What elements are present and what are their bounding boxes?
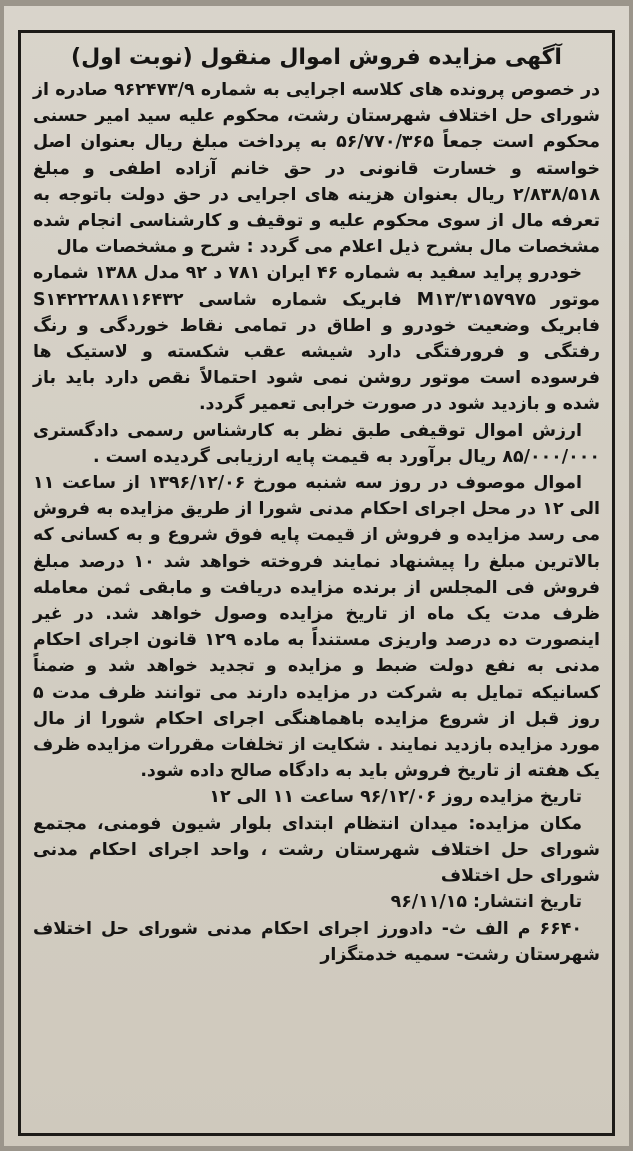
paragraph-valuation: ارزش اموال توقیفی طبق نظر به کارشناس رسمی دادگستری ۸۵/۰۰۰/۰۰۰ ریال برآورد به قیمت پایه ارزیابی گردیده است . [33, 420, 600, 467]
paragraph-vehicle-specs: خودرو پراید سفید به شماره ۴۶ ایران ۷۸۱ د ۹۲ مدل ۱۳۸۸ شماره موتور M۱۳/۳۱۵۷۹۷۵ فابریک شماره شاسی S۱۴۲۲۲۸۸۱۱۶۴۳۲ فابریک وضعیت خودرو و اطاق در تمامی نقاط خوردگی و رنگ رفتگی و فرورفتگی دارد شیشه عقب شکسته و لاستیک ها فرسوده است موتور روشن نمی شود احتمالاً نقص دارد باید باز شده و بازدید شود در صورت خرابی تعمیر گردد. [33, 263, 601, 415]
paragraph-auction-terms: اموال موصوف در روز سه شنبه مورخ ۱۳۹۶/۱۲/۰۶ از ساعت ۱۱ الی ۱۲ در محل اجرای احکام مدنی شورا از طریق مزایده به فروش می رسد مزایده و فروش از قیمت پایه فوق شروع و به کسانی که بالاترین مبلغ را پیشنهاد نمایند فروخته خواهد شد ۱۰ درصد مبلغ فروش فی المجلس از برنده مزایده دریافت و مابقی ثمن معامله ظرف مدت یک ماه از تاریخ مزایده وصول خواهد شد. در غیر اینصورت ده درصد واریزی مستنداً به ماده ۱۲۹ قانون اجرای احکام مدنی به نفع دولت ضبط و مزایده و تجدید خواهد شد و ضمناً کسانیکه تمایل به شرکت در مزایده دارند می توانند ظرف مدت ۵ روز قبل از شروع مزایده باهماهنگی اجرای احکام شورا از مال مورد مزایده بازدید نمایند . شکایت از تخلفات مقررات مزایده ظرف یک هفته از تاریخ فروش باید به دادگاه صالح داده شود. [33, 473, 601, 782]
notice-frame [18, 30, 615, 1136]
paragraph-publish-date: تاریخ انتشار: ۹۶/۱۱/۱۵ [390, 892, 582, 913]
notice-title: آگهی مزایده فروش اموال منقول (نوبت اول) [71, 45, 562, 70]
notice-body [21, 33, 612, 974]
paragraph-auction-location: مکان مزایده: میدان انتظام ابتدای بلوار شیون فومنی، مجتمع شورای حل اختلاف شهرستان رشت ، واحد اجرای احکام مدنی شورای حل اختلاف [33, 813, 600, 887]
paragraph-auction-date: تاریخ مزایده روز ۹۶/۱۲/۰۶ ساعت ۱۱ الی ۱۲ [209, 787, 582, 808]
paragraph-case-details: در خصوص پرونده های کلاسه اجرایی به شماره ۹۶۲۴۷۳/۹ صادره از شورای حل اختلاف شهرستان رشت، محکوم علیه سید امیر حسنی محکوم است جمعاً ۵۶/۷۷۰/۳۶۵ به پرداخت مبلغ ریال بعنوان اصل خواسته و خسارت قانونی در حق خانم آزاده اطفی و مبلغ ۲/۸۳۸/۵۱۸ ریال بعنوان هزینه های اجرایی در حق دولت باتوجه به تعرفه مال از سوی محکوم علیه و توقیف و کارشناسی انجام شده مشخصات مال بشرح ذیل اعلام می گردد : شرح و مشخصات مال [33, 80, 601, 258]
paragraph-signature: ۶۶۴۰ م الف ث- دادورز اجرای احکام مدنی شورای حل اختلاف شهرستان رشت- سمیه خدمتگزار [33, 918, 600, 965]
newspaper-clipping [4, 6, 629, 1146]
